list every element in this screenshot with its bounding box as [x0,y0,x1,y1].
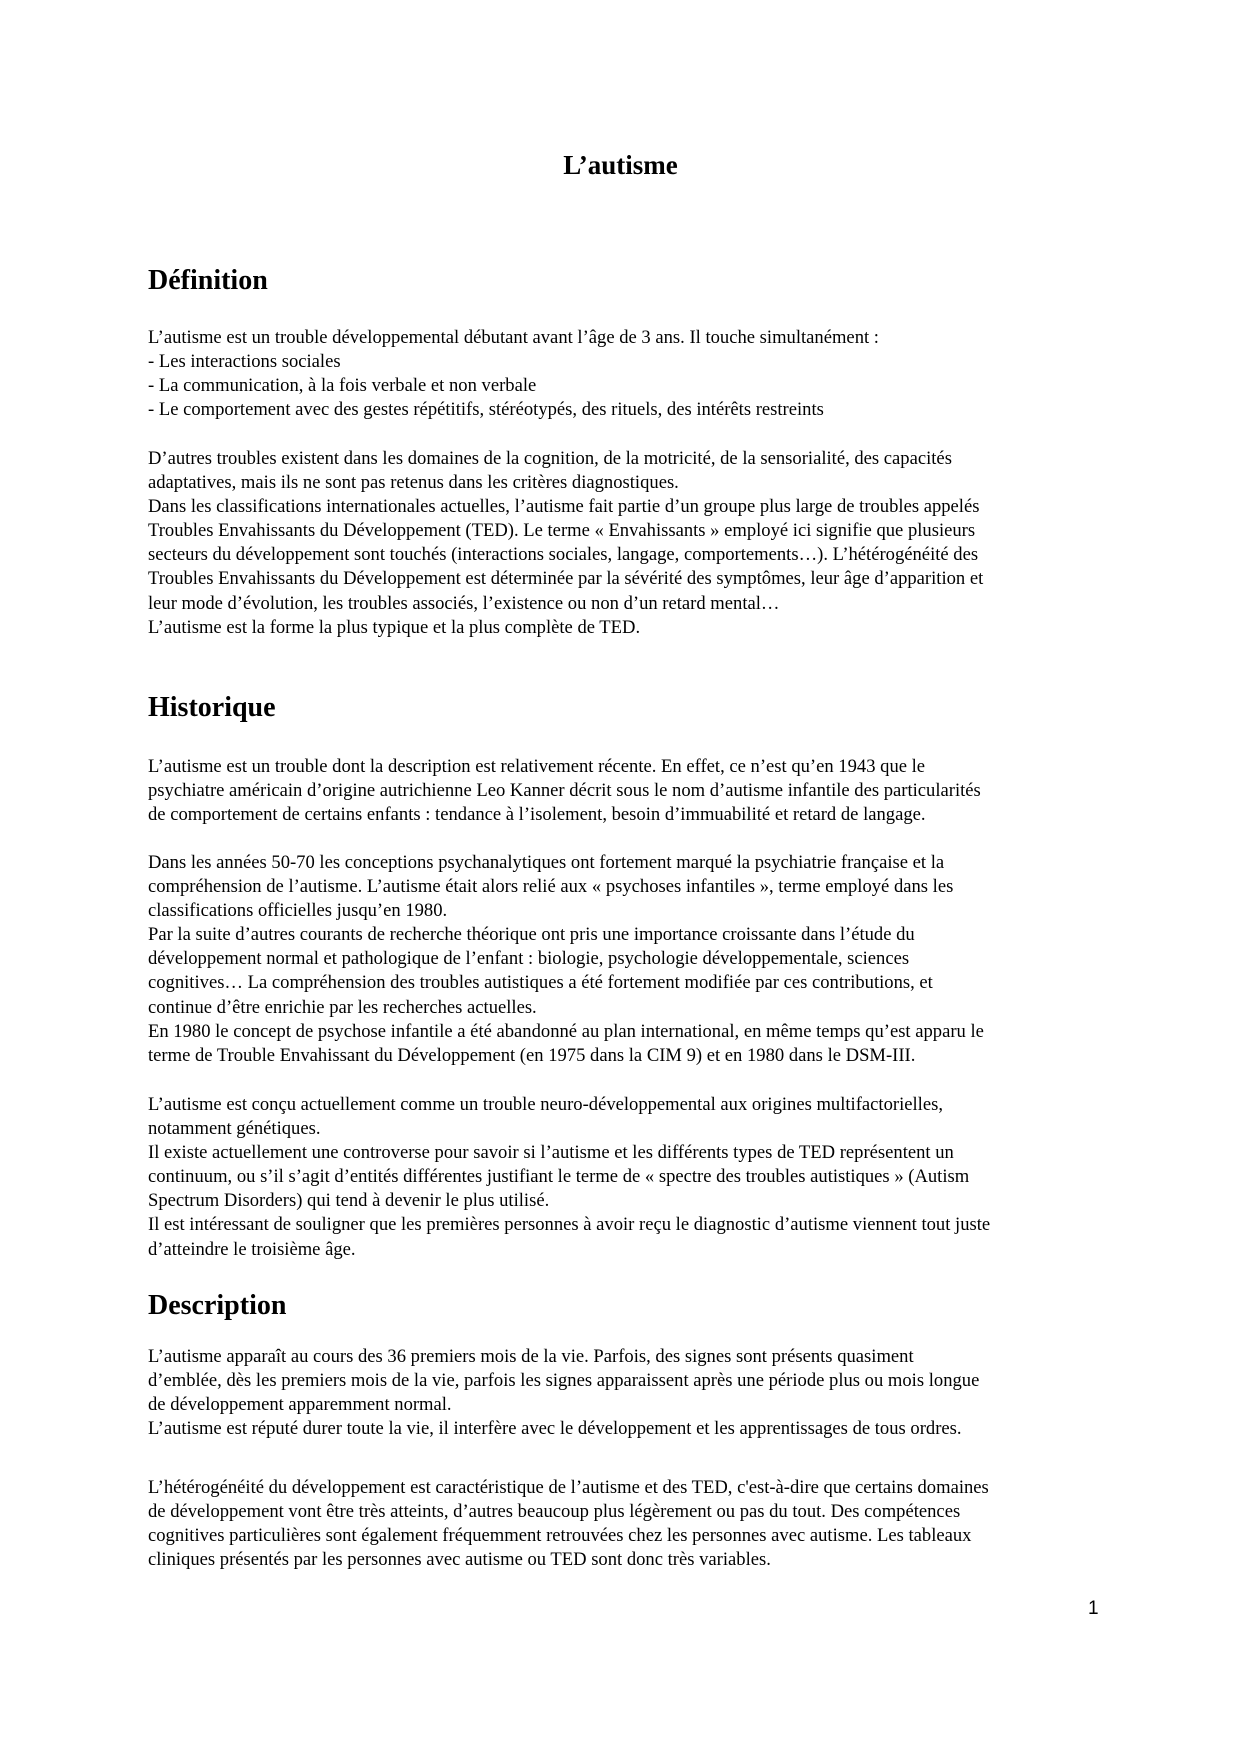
text-line: D’autres troubles existent dans les domaines de la cognition, de la motricité, de la sensorialité, des capacités [148,448,952,469]
paragraph [148,326,879,422]
text-line: secteurs du développement sont touchés (interactions sociales, langage, comportements…). L’hétérogénéité des [148,544,979,566]
text-line: Dans les années 50-70 les conceptions psychanalytiques ont fortement marqué la psychiatrie française et la [148,852,945,873]
paragraph [148,1093,990,1262]
text-line: L’autisme est réputé durer toute la vie, il interfère avec le développement et les apprentissages de tous ordres. [148,1418,962,1440]
text-line: développement normal et pathologique de l’enfant : biologie, psychologie développementale, sciences [148,948,910,970]
text-line: L’autisme est un trouble dont la description est relativement récente. En effet, ce n’est qu’en 1943 que le [148,756,926,777]
text-line: Spectrum Disorders) qui tend à devenir le plus utilisé. [148,1190,550,1212]
text-line: Dans les classifications internationales actuelles, l’autisme fait partie d’un groupe plus large de troubles appelés [148,496,980,518]
text-line: continue d’être enrichie par les recherches actuelles. [148,996,537,1018]
text-line: de développement vont être très atteints, d’autres beaucoup plus légèrement ou pas du tout. Des compétences [148,1501,961,1523]
heading-historique: Historique [148,692,276,723]
text-line: psychiatre américain d’origine autrichienne Leo Kanner décrit sous le nom d’autisme infantile des particularités [148,780,981,802]
text-line: L’autisme apparaît au cours des 36 premiers mois de la vie. Parfois, des signes sont présents quasiment [148,1346,914,1367]
text-line: de développement apparemment normal. [148,1394,452,1416]
page-number: 1 [1088,1598,1099,1619]
document-title: L’autisme [563,150,678,180]
text-line: L’autisme est un trouble développemental débutant avant l’âge de 3 ans. Il touche simultanément : [148,327,879,348]
text-line: Troubles Envahissants du Développement (TED). Le terme « Envahissants » employé ici signifie que plusieurs [148,520,976,542]
text-line: Il est intéressant de souligner que les premières personnes à avoir reçu le diagnostic d’autisme viennent tout juste [148,1214,991,1236]
text-line: L’autisme est conçu actuellement comme un trouble neuro-développemental aux origines multifactorielles, [148,1094,943,1115]
text-line: cliniques présentés par les personnes avec autisme ou TED sont donc très variables. [148,1549,771,1571]
paragraph [148,851,984,1068]
text-line: continuum, ou s’il s’agit d’entités différentes justifiant le terme de « spectre des troubles autistiques » (Autism [148,1166,970,1188]
text-line: notamment génétiques. [148,1118,321,1140]
paragraph [148,447,983,640]
text-line: - La communication, à la fois verbale et non verbale [148,375,537,397]
paragraph [148,755,981,827]
text-line: d’atteindre le troisième âge. [148,1238,356,1260]
text-line: d’emblée, dès les premiers mois de la vie, parfois les signes apparaissent après une période plus ou mois longue [148,1370,980,1392]
text-line: - Le comportement avec des gestes répétitifs, stéréotypés, des rituels, des intérêts restreints [148,399,824,421]
text-line: adaptatives, mais ils ne sont pas retenus dans les critères diagnostiques. [148,472,679,494]
paragraph [148,1476,989,1572]
heading-definition: Définition [148,265,268,296]
text-line: Par la suite d’autres courants de recherche théorique ont pris une importance croissante dans l’étude du [148,924,915,946]
heading-description: Description [148,1290,287,1321]
text-line: cognitives particulières sont également fréquemment retrouvées chez les personnes avec autisme. Les tableaux [148,1525,972,1547]
text-line: cognitives… La compréhension des troubles autistiques a été fortement modifiée par ces contributions, et [148,972,933,994]
text-line: L’hétérogénéité du développement est caractéristique de l’autisme et des TED, c'est-à-dire que certains domaines [148,1477,989,1498]
text-line: classifications officielles jusqu’en 1980. [148,900,448,922]
text-line: L’autisme est la forme la plus typique et la plus complète de TED. [148,616,641,638]
text-line: leur mode d’évolution, les troubles associés, l’existence ou non d’un retard mental… [148,592,780,614]
text-line: terme de Trouble Envahissant du Développement (en 1975 dans la CIM 9) et en 1980 dans le DSM-III. [148,1044,916,1066]
text-line: Il existe actuellement une controverse pour savoir si l’autisme et les différents types de TED représentent un [148,1142,954,1164]
text-line: - Les interactions sociales [148,351,341,373]
text-line: de comportement de certains enfants : tendance à l’isolement, besoin d’immuabilité et retard de langage. [148,804,926,826]
text-line: Troubles Envahissants du Développement est déterminée par la sévérité des symptômes, leur âge d’apparition et [148,568,984,590]
text-line: En 1980 le concept de psychose infantile a été abandonné au plan international, en même temps qu’est apparu le [148,1020,984,1042]
text-line: compréhension de l’autisme. L’autisme était alors relié aux « psychoses infantiles », terme employé dans les [148,876,954,898]
paragraph [148,1345,979,1441]
